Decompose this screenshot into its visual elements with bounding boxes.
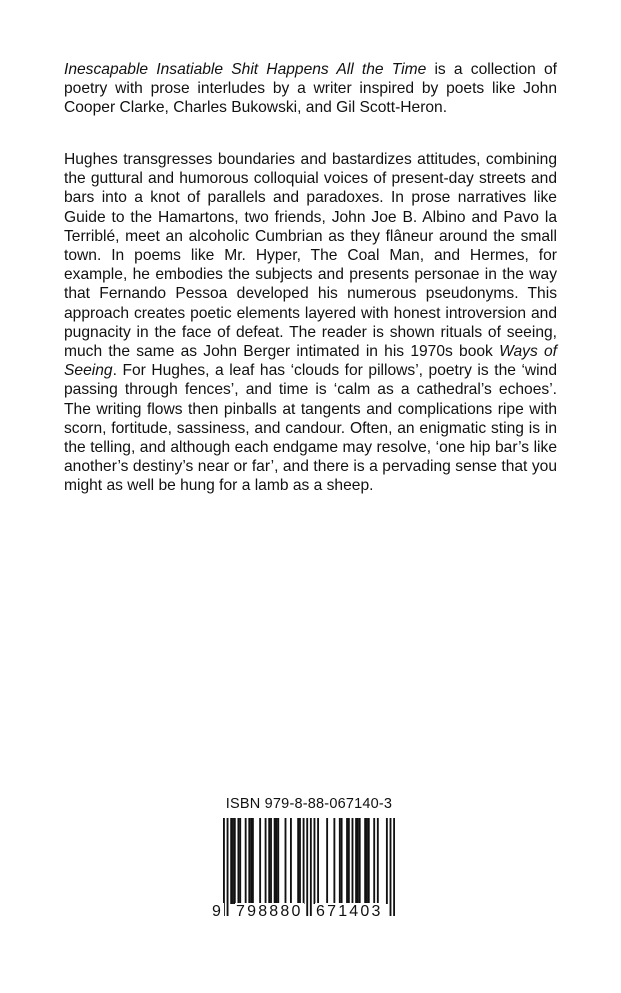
barcode-bar [265,818,267,904]
barcode-bar [333,818,335,904]
barcode-bar [377,818,379,904]
isbn-label: ISBN 979-8-88-067140-3 [225,796,393,812]
barcode-digits-right: 671403 [316,903,383,920]
barcode-guard-bar [310,818,312,916]
barcode-bar [230,818,232,904]
barcode-bar [232,818,234,904]
barcode-bar [373,818,375,904]
barcode-guard-bar [227,818,229,916]
blurb-paragraph-intro [64,60,557,118]
barcode-bar [276,818,278,904]
referenced-book-title: Ways of Seeing [64,343,557,380]
barcode-bar [348,818,350,904]
barcode-guard-bar [393,818,395,916]
barcode-bar [366,818,368,904]
barcode-bar [352,818,354,904]
barcode [212,818,395,920]
barcode-bar [326,818,328,904]
blurb-paragraph-body [64,150,557,496]
barcode-bar [285,818,287,904]
barcode-bar [270,818,272,904]
book-title: Inescapable Insatiable Shit Happens All the Time [64,61,427,78]
barcode-bar [237,818,239,904]
barcode-bar [290,818,292,904]
barcode-bar [364,818,366,904]
barcode-bar [355,818,357,904]
barcode-guard-bar [306,818,308,916]
barcode-bar [303,818,305,904]
barcode-bar [297,818,299,904]
intro-text: is a collection of poetry with prose interludes by a writer inspired by poets like John Cooper Clarke, Charles Bukowski, and Gil Scott-Heron. [64,61,557,117]
barcode-bar [357,818,359,904]
barcode-digits-left: 798880 [236,903,303,920]
barcode-bar [386,818,388,904]
isbn-barcode-block [212,796,395,920]
body-text-part-2: . For Hughes, a leaf has ‘clouds for pillows’, poetry is the ‘wind passing through fences’, and time is ‘calm as a cathedral’s echoes’. The writing flows then pinballs at tangents and complications ripe with scorn, fortitude, sassiness, and candour. Often, an enigmatic sting is in the telling, and although each endgame may resolve, ‘one hip bar’s like another’s destiny’s near or far’, and there is a pervading sense that you might as well be hung for a lamb as a sheep. [64,362,557,495]
barcode-bar [252,818,254,904]
barcode-digits [212,903,395,923]
barcode-bar [245,818,247,904]
barcode-bar [359,818,361,904]
barcode-bar [248,818,250,904]
barcode-guard-bar [390,818,392,916]
barcode-bar [274,818,276,904]
barcode-bar [259,818,261,904]
barcode-bar [314,818,316,904]
body-text-part-1: Hughes transgresses boundaries and bastardizes attitudes, combining the guttural and humorous colloquial voices of present-day streets and bars into a knot of parallels and paradoxes. In prose narratives like Guide to the Hamartons, two friends, John Joe B. Albino and Pavo la Terriblé, meet an alcoholic Cumbrian as they flâneur around the small town. In poems like Mr. Hyper, The Coal Man, and Hermes, for example, he embodies the subjects and presents personae in the way that Fernando Pessoa developed his numerous pseudonyms. This approach creates poetic elements layered with honest introversion and pugnacity in the face of defeat. The reader is shown rituals of seeing, much the same as John Berger intimated in his 1970s book [64,151,557,361]
barcode-digit-first: 9 [212,903,224,920]
barcode-bar [317,818,319,904]
barcode-bar [239,818,241,904]
barcode-bar [346,818,348,904]
barcode-bar [339,818,341,904]
barcode-bar [268,818,270,904]
barcode-guard-bar [223,818,225,916]
barcode-bar [234,818,236,904]
barcode-bar [368,818,370,904]
barcode-bar [299,818,301,904]
barcode-bar [277,818,279,904]
barcode-bar [341,818,343,904]
barcode-bar [250,818,252,904]
